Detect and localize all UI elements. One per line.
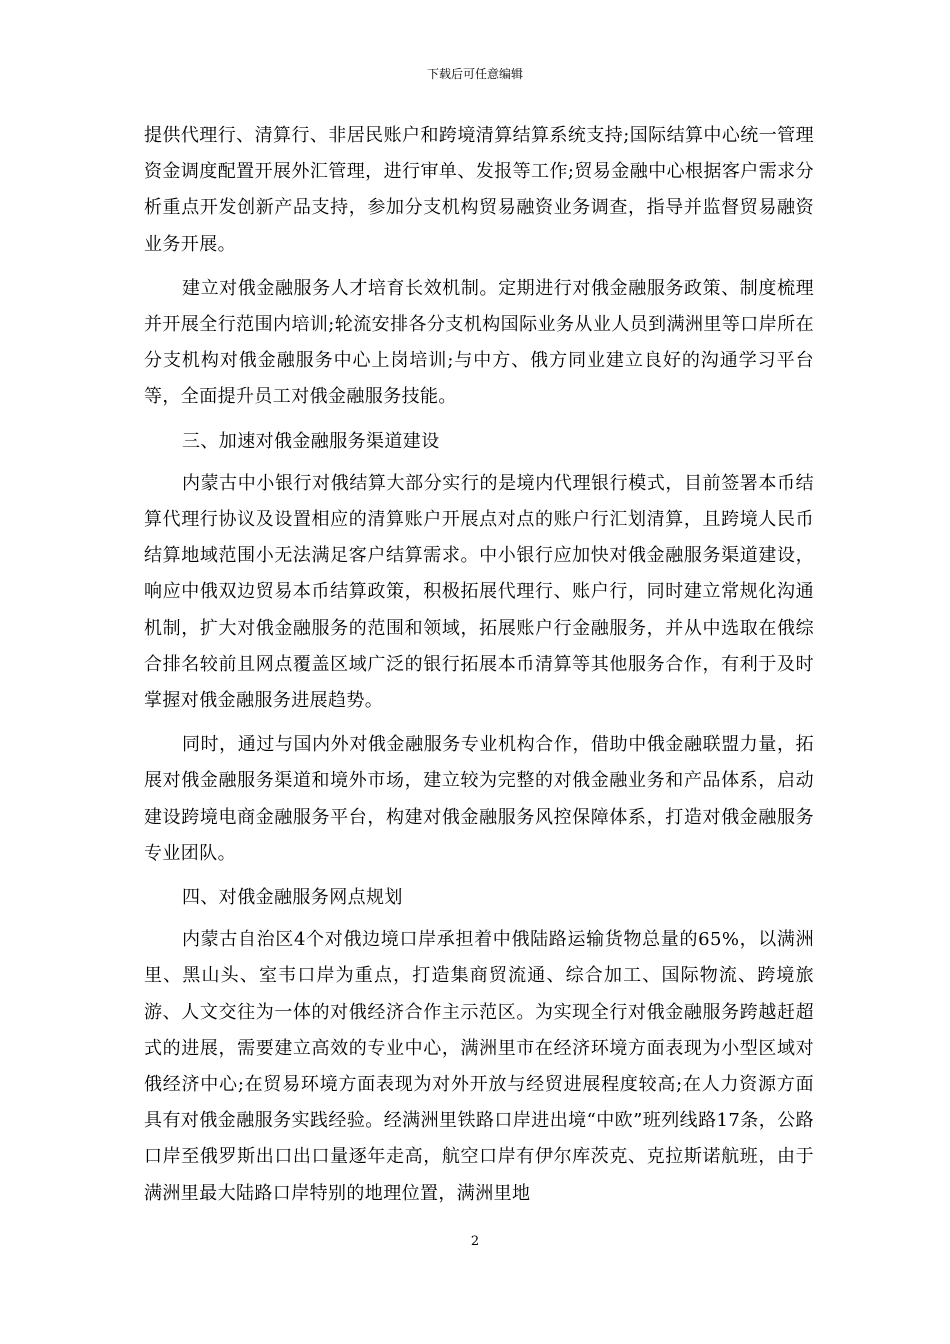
- page-number: 2: [470, 1234, 480, 1249]
- section-heading-four: 四、对俄金融服务网点规划: [182, 887, 403, 909]
- paragraph-cooperation: 同时，通过与国内外对俄金融服务专业机构合作，借助中俄金融联盟力量，拓展对俄金融服务渠道和境外市场，建立较为完整的对俄金融业务和产品体系，启动建设跨境电商金融服务平台，构建对俄金融服务风控保障体系，打造对俄金融服务专业团队。: [144, 734, 814, 864]
- page-header: 下载后可任意编辑: [426, 67, 523, 81]
- paragraph-continued: 提供代理行、清算行、非居民账户和跨境清算结算系统支持;国际结算中心统一管理资金调度配置开展外汇管理，进行审单、发报等工作;贸易金融中心根据客户需求分析重点开发创新产品支持，参加分支机构贸易融资业务调查，指导并监督贸易融资业务开展。: [144, 125, 814, 255]
- paragraph-channel-construction: 内蒙古中小银行对俄结算大部分实行的是境内代理银行模式，目前签署本币结算代理行协议及设置相应的清算账户开展点对点的账户行汇划清算，且跨境人民币结算地域范围小无法满足客户结算需求。中小银行应加快对俄金融服务渠道建设，响应中俄双边贸易本币结算政策，积极拓展代理行、账户行，同时建立常规化沟通机制，扩大对俄金融服务的范围和领域，拓展账户行金融服务，并从中选取在俄综合排名较前且网点覆盖区域广泛的银行拓展本币清算等其他服务合作，有利于及时掌握对俄金融服务进展趋势。: [144, 472, 814, 712]
- document-body: [144, 118, 814, 1220]
- paragraph-network-planning: 内蒙古自治区4个对俄边境口岸承担着中俄陆路运输货物总量的65%，以满洲里、黑山头、室韦口岸为重点，打造集商贸流通、综合加工、国际物流、跨境旅游、人文交往为一体的对俄经济合作主示范区。为实现全行对俄金融服务跨越赶超式的进展，需要建立高效的专业中心，满洲里市在经济环境方面表现为小型区域对俄经济中心;在贸易环境方面表现为对外开放与经贸进展程度较高;在人力资源方面具有对俄金融服务实践经验。经满洲里铁路口岸进出境“中欧”班列线路17条，公路口岸至俄罗斯出口出口量逐年走高，航空口岸有伊尔库茨克、克拉斯诺航班，由于满洲里最大陆路口岸特别的地理位置，满洲里地: [144, 929, 814, 1204]
- section-heading-three: 三、加速对俄金融服务渠道建设: [182, 430, 440, 452]
- paragraph-talent-training: 建立对俄金融服务人才培育长效机制。定期进行对俄金融服务政策、制度梳理并开展全行范围内培训;轮流安排各分支机构国际业务从业人员到满洲里等口岸所在分支机构对俄金融服务中心上岗培训;与中方、俄方同业建立良好的沟通学习平台等，全面提升员工对俄金融服务技能。: [144, 277, 814, 408]
